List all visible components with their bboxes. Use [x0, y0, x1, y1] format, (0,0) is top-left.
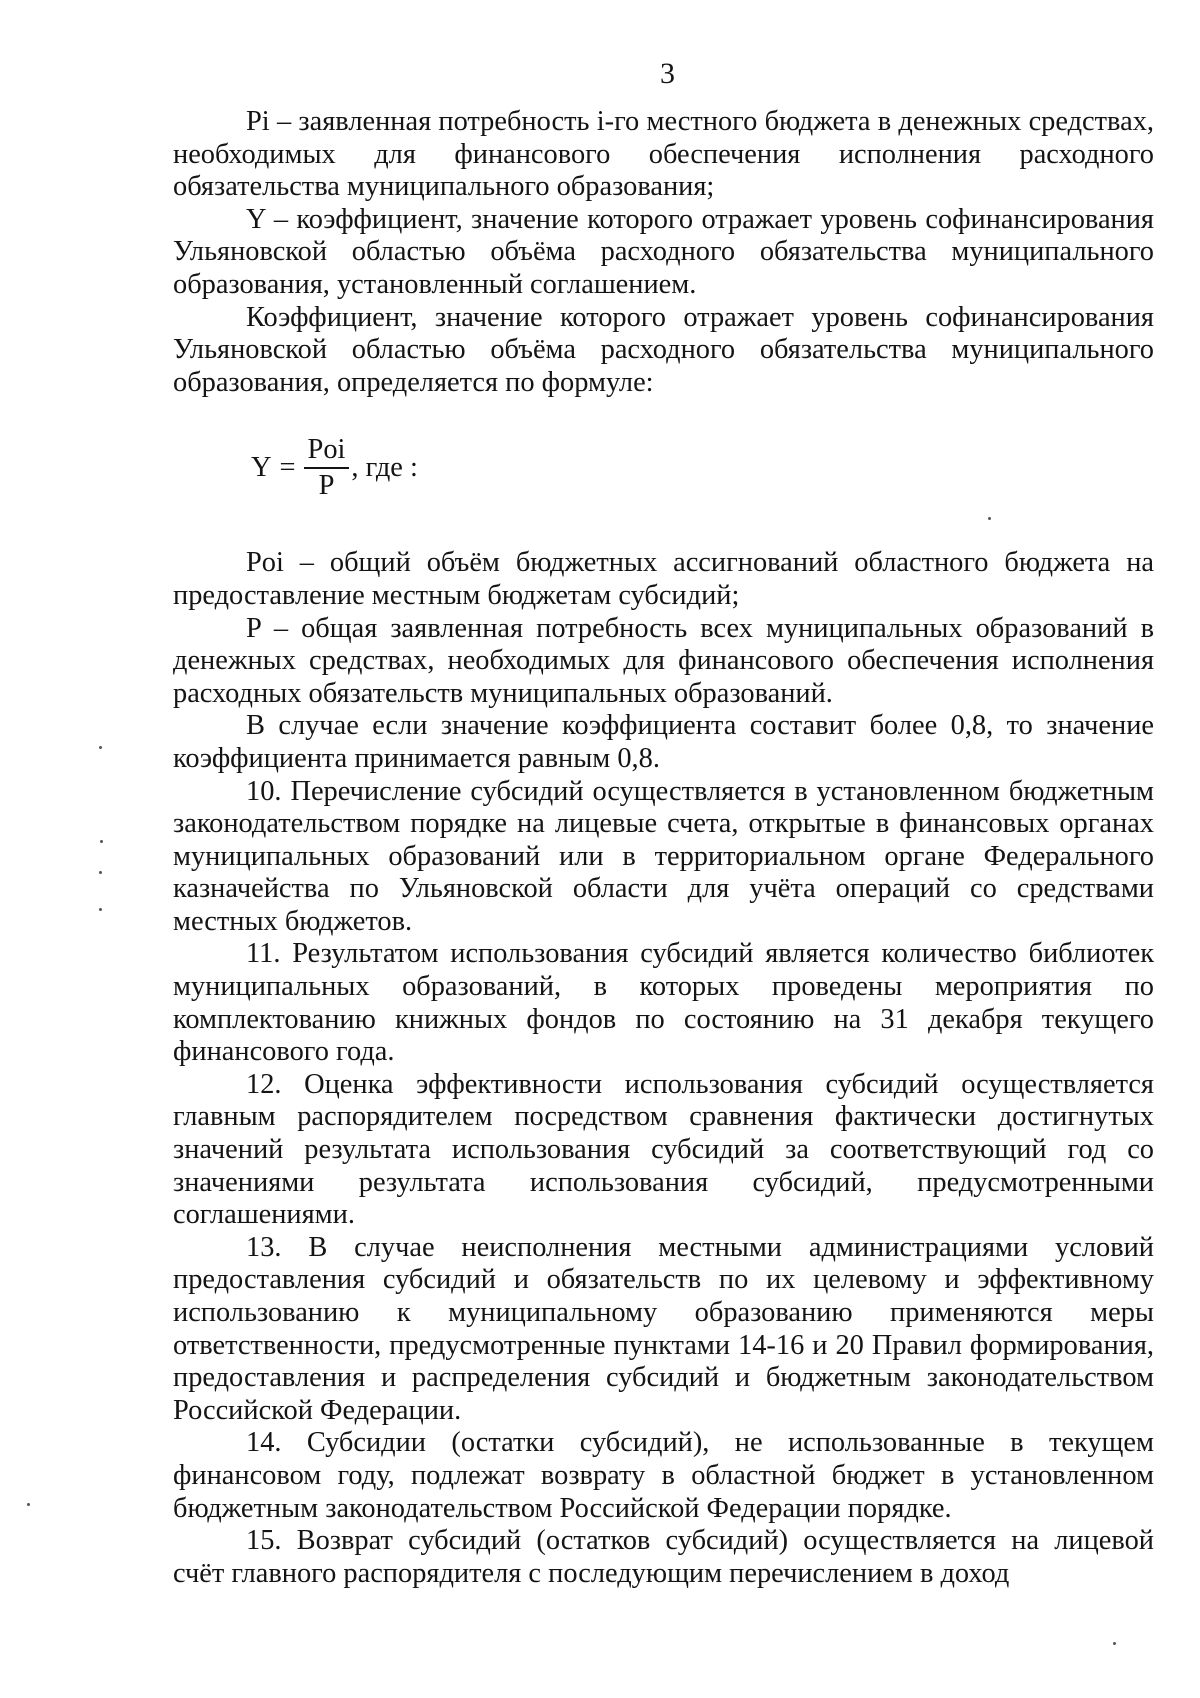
- page-number: 3: [660, 57, 675, 90]
- paragraph-pi-definition: Pi – заявленная потребность i-го местного бюджета в денежных средствах, необходимых для финансового обеспечения исполнения расходного обязательства муниципального образования;: [173, 106, 1154, 203]
- formula-numerator: Poi: [304, 435, 350, 469]
- scan-speck: [99, 908, 102, 911]
- formula-lhs: Y: [251, 452, 272, 484]
- formula-equals: =: [279, 452, 296, 484]
- paragraph-item-10: 10. Перечисление субсидий осуществляется в установленном бюджетным законодательством порядке на лицевые счета, открытые в финансовых органах муниципальных образований или в территориальном органе Федерального казначейства по Ульяновской области для учёта операций со средствами местных бюджетов.: [173, 775, 1154, 937]
- scan-speck: [1113, 1642, 1116, 1645]
- coefficient-formula: [251, 435, 1154, 501]
- paragraph-item-14: 14. Субсидии (остатки субсидий), не использованные в текущем финансовом году, подлежат возврату в областной бюджет в установленном бюджетным законодательством Российской Федерации порядке.: [173, 1427, 1154, 1524]
- paragraph-coefficient-intro: Коэффициент, значение которого отражает уровень софинансирования Ульяновской областью объёма расходного обязательства муниципального образования, определяется по формуле:: [173, 301, 1154, 398]
- scan-speck: [27, 1503, 30, 1506]
- scan-speck: [99, 871, 102, 874]
- scan-speck: [100, 840, 103, 843]
- paragraph-item-13: 13. В случае неисполнения местными администрациями условий предоставления субсидий и обязательств по их целевому и эффективному использованию к муниципальному образованию применяются меры ответственности, предусмотренные пунктами 14-16 и 20 Правил формирования, предоставления и распределения субсидий и бюджетным законодательством Российской Федерации.: [173, 1231, 1154, 1426]
- paragraph-p-definition: P – общая заявленная потребность всех муниципальных образований в денежных средствах, необходимых для финансового обеспечения исполнения расходных обязательств муниципальных образований.: [173, 612, 1154, 709]
- formula-tail: , где :: [351, 452, 418, 484]
- formula-fraction: [304, 435, 350, 501]
- paragraph-poi-definition: Poi – общий объём бюджетных ассигнований областного бюджета на предоставление местным бюджетам субсидий;: [173, 547, 1154, 611]
- paragraph-item-15: 15. Возврат субсидий (остатков субсидий) осуществляется на лицевой счёт главного распорядителя с последующим перечислением в доход: [173, 1525, 1154, 1589]
- paragraph-item-11: 11. Результатом использования субсидий является количество библиотек муниципальных образований, в которых проведены мероприятия по комплектованию книжных фондов по состоянию на 31 декабря текущего финансового года.: [173, 938, 1154, 1068]
- paragraph-item-12: 12. Оценка эффективности использования субсидий осуществляется главным распорядителем посредством сравнения фактически достигнутых значений результата использования субсидий за соответствующий год со значениями результата использования субсидий, предусмотренными соглашениями.: [173, 1068, 1154, 1231]
- document-body: [173, 106, 1154, 1590]
- scan-speck: [99, 746, 102, 749]
- scan-speck: [988, 517, 991, 520]
- paragraph-y-definition: Y – коэффициент, значение которого отражает уровень софинансирования Ульяновской областью объёма расходного обязательства муниципального образования, установленный соглашением.: [173, 203, 1154, 300]
- formula-denominator: P: [318, 470, 335, 502]
- paragraph-coefficient-limit: В случае если значение коэффициента составит более 0,8, то значение коэффициента принимается равным 0,8.: [173, 710, 1154, 774]
